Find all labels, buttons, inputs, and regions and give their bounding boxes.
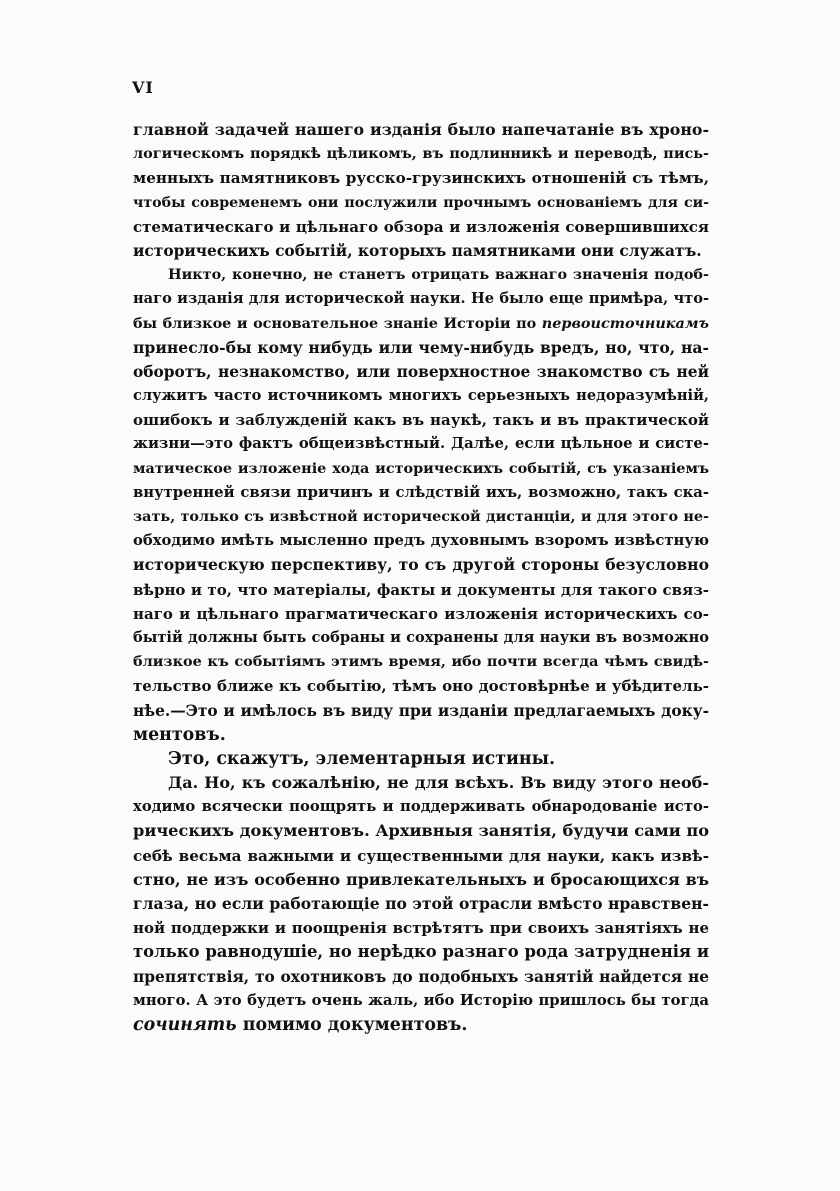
line-text: близкое къ событіямъ этимъ время, ибо почти всегда чѣмъ свидѣ- — [133, 653, 709, 671]
text-line — [133, 239, 709, 263]
text-line — [133, 166, 709, 190]
line-text: оборотъ, незнакомство, или поверхностное знакомство съ ней — [133, 362, 709, 381]
line-text: препятствія, то охотниковъ до подобныхъ занятій найдется не — [133, 967, 709, 986]
text-line — [133, 965, 709, 989]
line-text: вѣрно и то, что матеріалы, факты и документы для такого связ- — [133, 580, 709, 599]
line-text: только равнодушіе, но нерѣдко разнаго рода затрудненія и — [133, 942, 709, 962]
line-text: глаза, но если работающіе по этой отрасли вмѣсто нравствен- — [133, 894, 709, 913]
text-line — [133, 602, 709, 626]
text-line — [133, 457, 709, 481]
text-line — [133, 191, 709, 215]
text-line — [133, 336, 709, 360]
line-text: ошибокъ и заблужденій какъ въ наукѣ, такъ и въ практической — [133, 411, 709, 430]
line-text: историческую перспективу, то съ другой стороны безусловно — [133, 555, 709, 575]
text-line — [133, 432, 709, 456]
text-line — [133, 142, 709, 166]
emphasized-word: первоисточникамъ — [541, 314, 709, 332]
text-line — [133, 747, 709, 771]
line-text: чтобы современемъ они послужили прочнымъ основаніемъ для си- — [133, 194, 709, 211]
text-line — [133, 384, 709, 408]
line-text: менныхъ памятниковъ русско-грузинскихъ отношеній съ тѣмъ, — [133, 169, 709, 188]
line-text: много. А это будетъ очень жаль, ибо Исторію пришлось бы тогда — [133, 991, 709, 1009]
text-line — [133, 844, 709, 868]
text-line — [133, 529, 709, 553]
text-line — [133, 578, 709, 602]
line-text: жизни—это фактъ общеизвѣстный. Далѣе, если цѣльное и систе- — [133, 435, 709, 453]
text-line — [133, 408, 709, 432]
line-text: ной поддержки и поощренія встрѣтятъ при своихъ занятіяхъ не — [133, 919, 709, 938]
line-text: ходимо всячески поощрять и поддерживать обнародованіе исто- — [133, 798, 709, 816]
text-line — [133, 940, 709, 964]
line-text: нѣе.—Это и имѣлось въ виду при изданіи предлагаемыхъ доку- — [133, 701, 709, 720]
text-line — [133, 1013, 709, 1037]
text-line — [133, 868, 709, 892]
line-text: себѣ весьма важными и существенными для науки, какъ извѣ- — [133, 846, 709, 865]
line-text: главной задачей нашего изданія было напечатаніе въ хроно- — [133, 120, 709, 139]
line-text: наго и цѣльнаго прагматическаго изложенія историческихъ со- — [133, 604, 709, 623]
line-text: служитъ часто источникомъ многихъ серьезныхъ недоразумѣній, — [133, 387, 709, 405]
text-line — [133, 916, 709, 940]
line-text: Никто, конечно, не станетъ отрицать важнаго значенія подоб- — [168, 266, 709, 284]
line-text: стно, не изъ особенно привлекательныхъ и бросающихся въ — [133, 869, 709, 889]
text-line — [133, 989, 709, 1013]
line-text: тельство ближе къ событію, тѣмъ оно достовѣрнѣе и убѣдитель- — [133, 677, 709, 696]
line-text: внутренней связи причинъ и слѣдствій ихъ, возможно, такъ ска- — [133, 483, 709, 501]
text-line — [133, 723, 709, 747]
text-line — [133, 650, 709, 674]
line-text: бы близкое и основательное знаніе Исторіи по — [133, 314, 542, 332]
emphasized-word: сочинять — [133, 1014, 237, 1035]
line-text: Да. Но, къ сожалѣнію, не для всѣхъ. Въ виду этого необ- — [168, 773, 709, 793]
line-text: наго изданія для исторической науки. Не было еще примѣра, что- — [133, 290, 709, 308]
page-number: VI — [132, 78, 154, 97]
text-line — [133, 699, 709, 723]
text-line — [133, 481, 709, 505]
text-line — [133, 287, 709, 311]
text-line — [133, 312, 709, 336]
text-line — [133, 553, 709, 577]
line-text: матическое изложеніе хода историческихъ событій, съ указаніемъ — [133, 459, 709, 477]
text-line — [133, 771, 709, 795]
line-text: историческихъ событій, которыхъ памятниками они служатъ. — [133, 241, 702, 260]
line-text: зать, только съ извѣстной исторической дистанціи, и для этого не- — [133, 508, 709, 525]
text-line — [133, 819, 709, 843]
line-text: Это, скажутъ, элементарныя истины. — [168, 748, 556, 769]
line-text: обходимо имѣть мысленно предъ духовнымъ взоромъ извѣстную — [133, 532, 709, 550]
text-line — [133, 215, 709, 239]
text-line — [133, 263, 709, 287]
text-line — [133, 118, 709, 142]
line-text: бытій должны быть собраны и сохранены для науки въ возможно — [133, 628, 709, 646]
line-text: принесло-бы кому нибудь или чему-нибудь вредъ, но, что, на- — [133, 337, 709, 357]
text-line — [133, 360, 709, 384]
body-text — [133, 118, 709, 1037]
text-line — [133, 674, 709, 698]
line-text: рическихъ документовъ. Архивныя занятія, будучи сами по — [133, 821, 709, 841]
text-line — [133, 626, 709, 650]
line-text: помимо документовъ. — [236, 1014, 468, 1035]
line-text: ментовъ. — [133, 724, 226, 745]
text-line — [133, 892, 709, 916]
line-text: логическомъ порядкѣ цѣликомъ, въ подлинникѣ и переводѣ, пись- — [133, 145, 709, 163]
line-text: стематическаго и цѣльнаго обзора и изложенія совершившихся — [133, 217, 709, 236]
text-line — [133, 505, 709, 529]
text-line — [133, 795, 709, 819]
